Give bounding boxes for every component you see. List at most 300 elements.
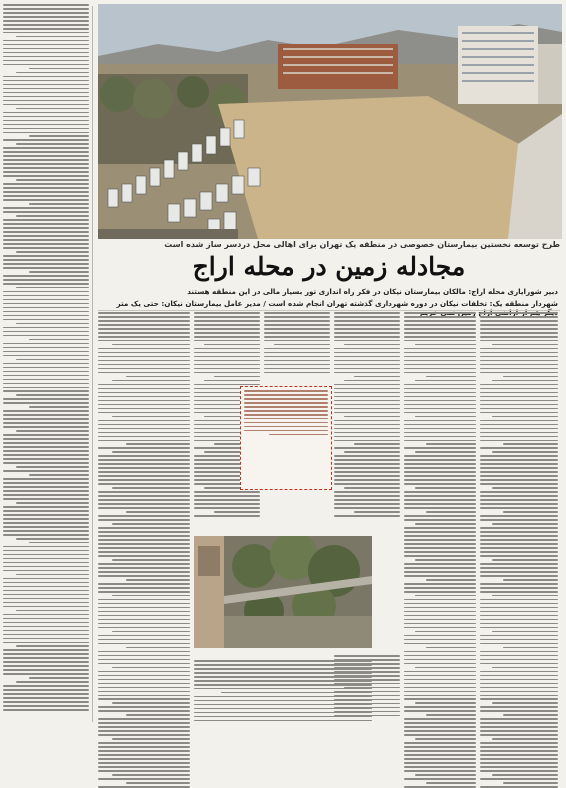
- text-line: [404, 786, 476, 788]
- text-line: [3, 355, 89, 357]
- text-line: [3, 327, 89, 329]
- text-line: [480, 463, 558, 465]
- text-line: [3, 482, 89, 484]
- text-line: [480, 320, 558, 322]
- text-line: [98, 683, 190, 685]
- text-line: [98, 611, 190, 613]
- text-line: [404, 623, 476, 625]
- text-line: [3, 402, 89, 404]
- text-line: [3, 526, 89, 528]
- text-line: [334, 404, 400, 406]
- text-line: [3, 398, 89, 400]
- text-line: [404, 392, 476, 394]
- text-line: [98, 643, 190, 645]
- text-line: [480, 535, 558, 537]
- text-line: [480, 555, 558, 557]
- text-line: [98, 754, 190, 756]
- text-line: [480, 619, 558, 621]
- text-line: [334, 400, 400, 402]
- text-line: [480, 372, 558, 374]
- text-line: [3, 454, 89, 456]
- text-line: [98, 675, 190, 677]
- text-line: [404, 459, 476, 461]
- text-line: [3, 175, 89, 177]
- text-line: [112, 487, 190, 489]
- text-line: [415, 487, 476, 489]
- text-line: [480, 368, 558, 370]
- text-line: [98, 352, 190, 354]
- text-line: [334, 440, 400, 442]
- text-line: [480, 710, 558, 712]
- text-line: [3, 578, 89, 580]
- text-line: [98, 695, 190, 697]
- text-line: [404, 551, 476, 553]
- text-line: [404, 356, 476, 358]
- text-line: [480, 547, 558, 549]
- text-line: [404, 463, 476, 465]
- text-line: [3, 295, 89, 297]
- text-line: [3, 16, 89, 18]
- text-line: [426, 511, 476, 513]
- text-line: [98, 312, 190, 314]
- text-line: [16, 143, 89, 145]
- text-line: [98, 519, 190, 521]
- text-line: [480, 475, 558, 477]
- text-line: [404, 539, 476, 541]
- text-line: [480, 388, 558, 390]
- text-line: [480, 507, 558, 509]
- text-line: [480, 455, 558, 457]
- text-line: [404, 679, 476, 681]
- text-line: [492, 667, 558, 669]
- text-line: [3, 367, 89, 369]
- text-line: [3, 590, 89, 592]
- text-line: [480, 316, 558, 318]
- text-line: [492, 738, 558, 740]
- text-line: [98, 746, 190, 748]
- text-line: [3, 422, 89, 424]
- text-line: [334, 336, 400, 338]
- text-line: [492, 559, 558, 561]
- text-line: [503, 443, 558, 445]
- text-line: [480, 603, 558, 605]
- text-line: [426, 376, 476, 378]
- text-line: [404, 754, 476, 756]
- text-line: [3, 689, 89, 691]
- text-line: [29, 542, 89, 544]
- text-line: [334, 432, 400, 434]
- text-line: [480, 396, 558, 398]
- text-line: [98, 770, 190, 772]
- text-line: [98, 360, 190, 362]
- text-line: [354, 511, 400, 513]
- text-line: [29, 406, 89, 408]
- text-line: [404, 627, 476, 629]
- text-line: [480, 746, 558, 748]
- text-line: [98, 515, 190, 517]
- text-line: [98, 436, 190, 438]
- text-line: [112, 559, 190, 561]
- text-line: [16, 466, 89, 468]
- text-line: [404, 372, 476, 374]
- text-line: [480, 651, 558, 653]
- text-line: [404, 722, 476, 724]
- text-line: [3, 618, 89, 620]
- text-line: [415, 667, 476, 669]
- text-line: [3, 418, 89, 420]
- text-line: [194, 676, 372, 678]
- text-line: [480, 543, 558, 545]
- text-line: [334, 499, 400, 501]
- text-line: [194, 356, 260, 358]
- text-line: [404, 587, 476, 589]
- text-line: [3, 661, 89, 663]
- text-line: [480, 655, 558, 657]
- text-line: [480, 400, 558, 402]
- text-line: [3, 622, 89, 624]
- text-line: [98, 412, 190, 414]
- text-line: [404, 507, 476, 509]
- text-line: [264, 316, 330, 318]
- text-line: [3, 12, 89, 14]
- text-line: [3, 709, 89, 711]
- text-line: [480, 742, 558, 744]
- text-line: [3, 657, 89, 659]
- text-line: [404, 607, 476, 609]
- text-line: [3, 64, 89, 66]
- text-line: [98, 324, 190, 326]
- text-line: [3, 434, 89, 436]
- text-line: [3, 311, 89, 313]
- text-line: [480, 428, 558, 430]
- text-line: [3, 187, 89, 189]
- text-line: [3, 24, 89, 26]
- text-line: [334, 471, 400, 473]
- text-line: [16, 108, 89, 110]
- text-line: [404, 603, 476, 605]
- text-line: [344, 380, 400, 382]
- text-line: [194, 332, 260, 334]
- left-text-column: [3, 4, 89, 724]
- text-line: [126, 376, 190, 378]
- text-line: [404, 639, 476, 641]
- text-line: [480, 639, 558, 641]
- text-line: [404, 671, 476, 673]
- text-line: [3, 450, 89, 452]
- text-line: [404, 420, 476, 422]
- text-line: [3, 32, 89, 34]
- body-column-bottom: [194, 660, 372, 721]
- text-line: [404, 659, 476, 661]
- text-line: [480, 356, 558, 358]
- text-line: [16, 610, 89, 612]
- text-line: [98, 679, 190, 681]
- text-line: [3, 375, 89, 377]
- lead-line-1: [100, 287, 558, 296]
- text-line: [98, 499, 190, 501]
- text-line: [16, 287, 89, 289]
- text-line: [98, 635, 190, 637]
- text-line: [404, 388, 476, 390]
- text-line: [3, 223, 89, 225]
- text-line: [480, 328, 558, 330]
- text-line: [194, 364, 260, 366]
- text-line: [480, 563, 558, 565]
- text-line: [480, 336, 558, 338]
- text-line: [480, 675, 558, 677]
- text-line: [404, 531, 476, 533]
- text-line: [98, 687, 190, 689]
- text-line: [480, 404, 558, 406]
- pull-quote-box: [240, 386, 332, 490]
- text-line: [404, 320, 476, 322]
- text-line: [334, 428, 400, 430]
- text-line: [126, 511, 190, 513]
- text-line: [404, 778, 476, 780]
- text-line: [480, 615, 558, 617]
- text-line: [3, 438, 89, 440]
- text-line: [3, 550, 89, 552]
- text-line: [354, 443, 400, 445]
- text-line: [480, 627, 558, 629]
- text-line: [98, 332, 190, 334]
- text-line: [98, 718, 190, 720]
- text-line: [98, 706, 190, 708]
- text-line: [98, 471, 190, 473]
- text-line: [480, 643, 558, 645]
- text-line: [3, 263, 89, 265]
- text-line: [415, 738, 476, 740]
- text-line: [16, 251, 89, 253]
- text-line: [16, 394, 89, 396]
- text-line: [3, 116, 89, 118]
- text-line: [3, 235, 89, 237]
- text-line: [480, 683, 558, 685]
- text-line: [264, 324, 330, 326]
- text-line: [274, 344, 330, 346]
- text-line: [98, 539, 190, 541]
- text-line: [3, 554, 89, 556]
- text-line: [126, 647, 190, 649]
- text-line: [426, 782, 476, 784]
- text-line: [480, 360, 558, 362]
- text-line: [404, 655, 476, 657]
- text-line: [334, 459, 400, 461]
- text-line: [404, 495, 476, 497]
- body-column-4: [264, 312, 330, 373]
- text-line: [3, 4, 89, 6]
- text-line: [415, 451, 476, 453]
- text-line: [334, 447, 400, 449]
- text-line: [16, 215, 89, 217]
- text-line: [3, 259, 89, 261]
- text-line: [334, 312, 400, 314]
- text-line: [404, 710, 476, 712]
- text-line: [264, 372, 330, 374]
- text-line: [492, 344, 558, 346]
- text-line: [480, 408, 558, 410]
- text-line: [264, 356, 330, 358]
- text-line: [3, 630, 89, 632]
- text-line: [404, 547, 476, 549]
- text-line: [194, 491, 260, 493]
- text-line: [3, 446, 89, 448]
- text-line: [98, 778, 190, 780]
- text-line: [98, 627, 190, 629]
- headline: مجادله زمین در محله اراج: [192, 252, 466, 281]
- text-line: [98, 543, 190, 545]
- text-line: [3, 104, 89, 106]
- text-line: [480, 754, 558, 756]
- text-line: [98, 479, 190, 481]
- text-line: [3, 522, 89, 524]
- text-line: [3, 139, 89, 141]
- text-line: [3, 167, 89, 169]
- text-line: [29, 68, 89, 70]
- text-line: [3, 653, 89, 655]
- text-line: [98, 599, 190, 601]
- text-line: [480, 623, 558, 625]
- text-line: [334, 655, 400, 657]
- text-line: [3, 685, 89, 687]
- text-line: [404, 730, 476, 732]
- text-line: [98, 766, 190, 768]
- text-line: [16, 179, 89, 181]
- text-line: [3, 506, 89, 508]
- text-line: [354, 376, 400, 378]
- text-line: [480, 483, 558, 485]
- text-line: [3, 239, 89, 241]
- text-line: [98, 591, 190, 593]
- text-line: [3, 478, 89, 480]
- text-line: [3, 279, 89, 281]
- text-line: [3, 582, 89, 584]
- text-line: [480, 750, 558, 752]
- text-line: [3, 28, 89, 30]
- text-line: [264, 332, 330, 334]
- text-line: [3, 586, 89, 588]
- text-line: [16, 72, 89, 74]
- text-line: [404, 519, 476, 521]
- text-line: [194, 316, 260, 318]
- text-line: [334, 388, 400, 390]
- text-line: [404, 336, 476, 338]
- text-line: [334, 483, 400, 485]
- text-line: [112, 523, 190, 525]
- text-line: [415, 380, 476, 382]
- text-line: [3, 100, 89, 102]
- text-line: [334, 328, 400, 330]
- lead-rule: [98, 310, 560, 311]
- text-line: [404, 364, 476, 366]
- text-line: [98, 316, 190, 318]
- text-line: [98, 320, 190, 322]
- text-line: [3, 88, 89, 90]
- text-line: [480, 412, 558, 414]
- text-line: [480, 607, 558, 609]
- text-line: [16, 359, 89, 361]
- text-line: [480, 392, 558, 394]
- text-line: [3, 112, 89, 114]
- text-line: [404, 432, 476, 434]
- text-line: [404, 515, 476, 517]
- text-line: [3, 383, 89, 385]
- text-line: [404, 328, 476, 330]
- text-line: [404, 742, 476, 744]
- text-line: [98, 659, 190, 661]
- text-line: [480, 432, 558, 434]
- text-line: [112, 774, 190, 776]
- text-line: [503, 714, 558, 716]
- text-line: [480, 778, 558, 780]
- text-line: [480, 583, 558, 585]
- text-line: [480, 551, 558, 553]
- text-line: [98, 698, 190, 700]
- text-line: [98, 527, 190, 529]
- text-line: [194, 696, 372, 698]
- text-line: [480, 479, 558, 481]
- text-line: [98, 503, 190, 505]
- text-line: [3, 379, 89, 381]
- text-line: [404, 412, 476, 414]
- text-line: [98, 447, 190, 449]
- text-line: [29, 474, 89, 476]
- text-line: [3, 331, 89, 333]
- text-line: [98, 535, 190, 537]
- text-line: [98, 603, 190, 605]
- text-line: [3, 120, 89, 122]
- text-line: [3, 315, 89, 317]
- text-line: [3, 351, 89, 353]
- text-line: [480, 679, 558, 681]
- text-line: [3, 303, 89, 305]
- text-line: [344, 451, 400, 453]
- text-line: [503, 376, 558, 378]
- text-line: [98, 388, 190, 390]
- text-line: [3, 80, 89, 82]
- text-line: [480, 571, 558, 573]
- text-line: [3, 566, 89, 568]
- text-line: [3, 219, 89, 221]
- text-line: [480, 503, 558, 505]
- text-line: [3, 52, 89, 54]
- text-line: [194, 320, 260, 322]
- text-line: [3, 183, 89, 185]
- text-line: [480, 364, 558, 366]
- text-line: [98, 547, 190, 549]
- text-line: [214, 511, 260, 513]
- text-line: [503, 647, 558, 649]
- text-line: [404, 663, 476, 665]
- text-line: [334, 479, 400, 481]
- text-line: [334, 320, 400, 322]
- text-line: [16, 36, 89, 38]
- text-line: [404, 408, 476, 410]
- text-line: [3, 649, 89, 651]
- text-line: [480, 436, 558, 438]
- text-line: [3, 371, 89, 373]
- text-line: [344, 416, 400, 418]
- text-line: [404, 527, 476, 529]
- text-line: [98, 563, 190, 565]
- text-line: [3, 486, 89, 488]
- text-line: [3, 20, 89, 22]
- text-line: [334, 356, 400, 358]
- text-line: [334, 412, 400, 414]
- text-line: [480, 695, 558, 697]
- text-line: [415, 595, 476, 597]
- text-line: [334, 467, 400, 469]
